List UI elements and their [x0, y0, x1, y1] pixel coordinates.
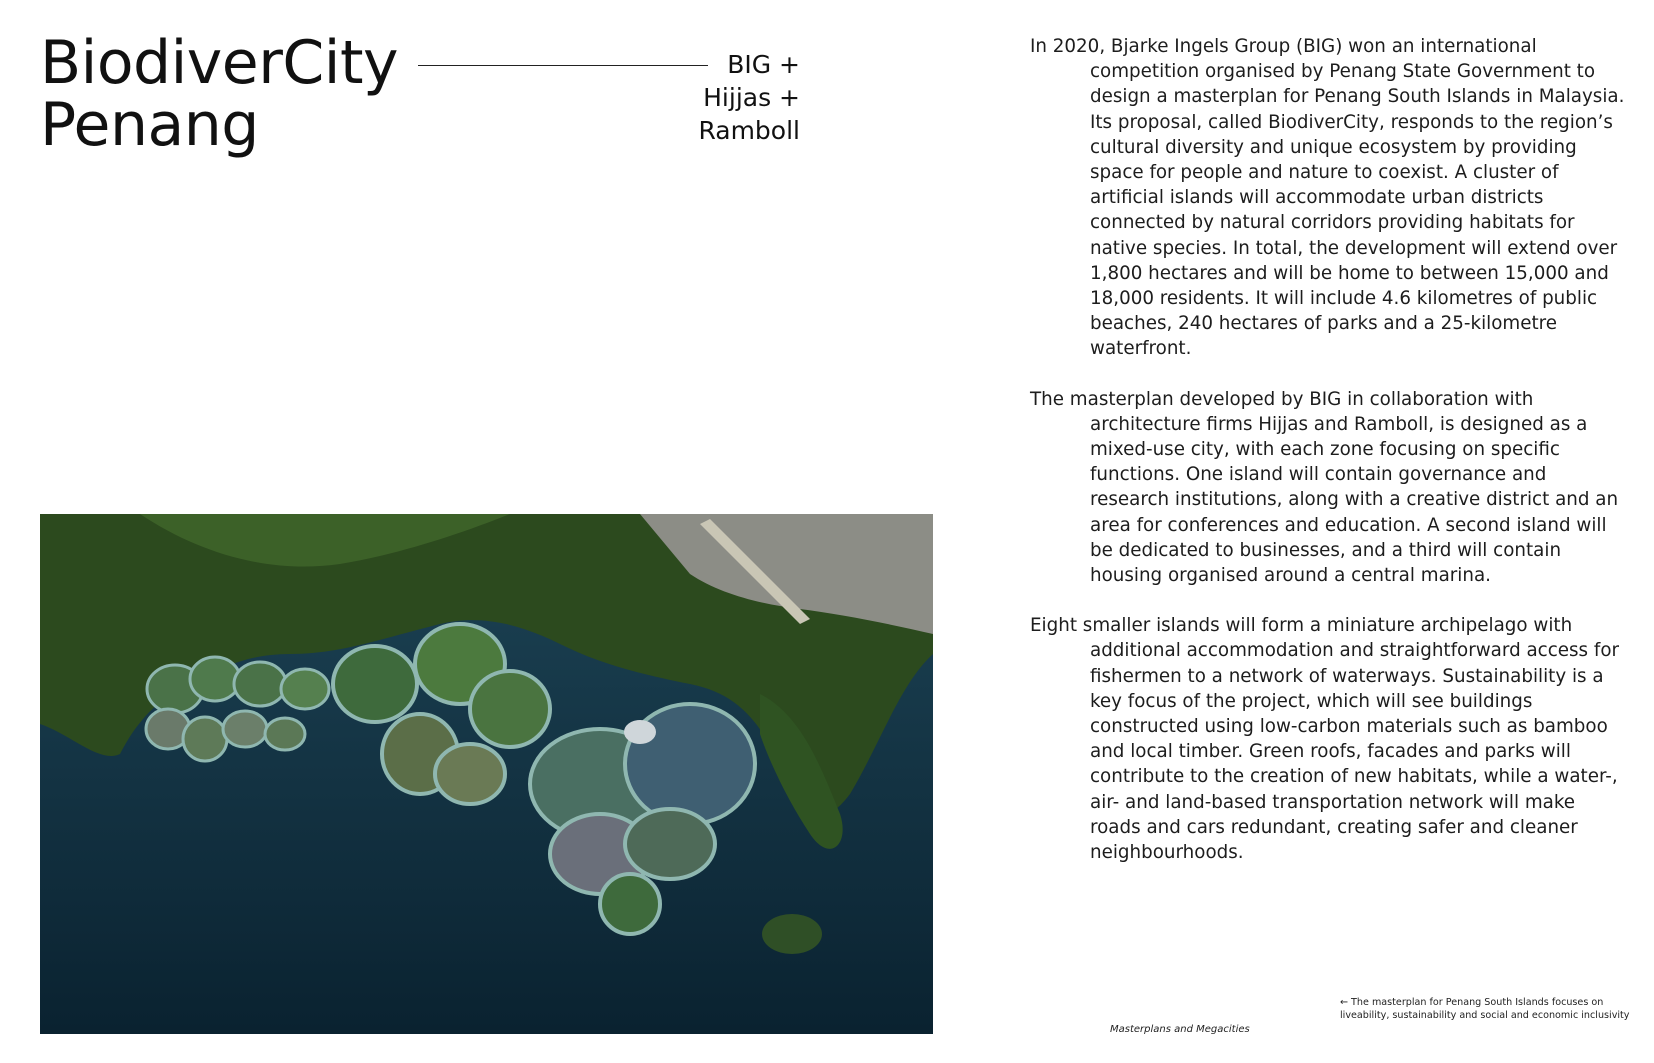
author-big: BIG + [727, 50, 800, 79]
arrow-left-icon: ← [1340, 997, 1349, 1008]
caption-text: The masterplan for Penang South Islands focuses on liveability, sustainability and social and economic inclusivity [1340, 997, 1630, 1021]
paragraph-2: The masterplan developed by BIG in collaboration with architecture firms Hijjas and Ramboll, is designed as a mixed-use city, with each zone focusing on specific functions. One island will contain governance and research institutions, along with a creative district and an area for conferences and education. A second island will be dedicated to businesses, and a third will contain housing organised around a central marina. [1030, 388, 1619, 587]
aerial-illustration [40, 514, 933, 1034]
image-caption [1340, 996, 1630, 1022]
author-ramboll: Ramboll [698, 116, 800, 145]
page-title [40, 28, 398, 160]
body-text [1030, 34, 1630, 890]
small-island [762, 914, 822, 954]
paragraph-1: In 2020, Bjarke Ingels Group (BIG) won an international competition organised by Penang State Government to design a masterplan for Penang South Islands in Malaysia. Its proposal, called BiodiverCity, responds to the region’s cultural diversity and unique ecosystem by providing space for people and nature to coexist. A cluster of artificial islands will accommodate urban districts connected by natural corridors providing habitats for native species. In total, the development will extend over 1,800 hectares and will be home to between 15,000 and 18,000 residents. It will include 4.6 kilometres of public beaches, 240 hectares of parks and a 25-kilometre waterfront. [1030, 36, 1625, 360]
authors-credit [698, 48, 800, 147]
title-divider-line [418, 65, 708, 66]
title-line-2: Penang [40, 90, 259, 160]
title-line-1: BiodiverCity [40, 28, 398, 98]
aerial-masterplan-image [40, 514, 933, 1034]
paragraph-3: Eight smaller islands will form a miniature archipelago with additional accommodation and straightforward access for fishermen to a network of waterways. Sustainability is a key focus of the project, which will see buildings constructed using low-carbon materials such as bamboo and local timber. Green roofs, facades and parks will contribute to the creation of new habitats, while a water-, air- and land-based transportation network will make roads and cars redundant, creating safer and cleaner neighbourhoods. [1030, 615, 1620, 864]
author-hijjas: Hijjas + [703, 83, 800, 112]
section-footer: Masterplans and Megacities [1110, 1024, 1250, 1035]
